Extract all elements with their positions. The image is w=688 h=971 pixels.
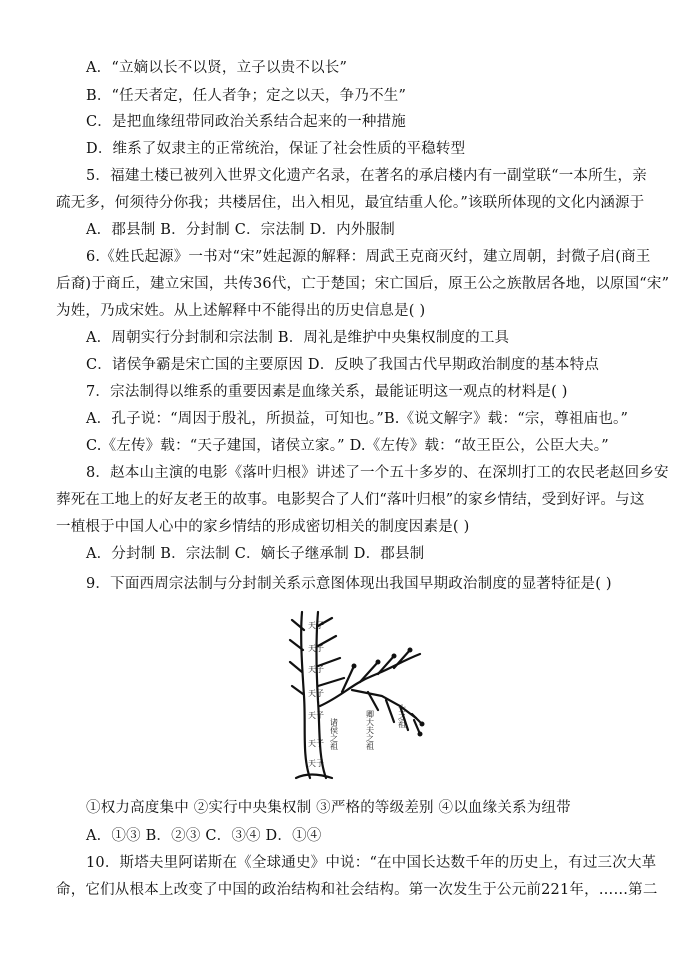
question-6-line1: 6.《姓氏起源》一书对“宋”姓起源的解释：周武王克商灭纣，建立周朝，封微子启(商王 [86,249,651,265]
branch-label-zhuhou: 诸侯之祖 [329,718,339,750]
question-10-line1: 10．斯塔夫里阿诺斯在《全球通史》中说：“在中国长达数千年的历史上，有过三次大革 [86,855,657,871]
question-9-options: A．①③ B．②③ C．③④ D．①④ [86,828,322,844]
question-5-line2: 疏无多，何须待分你我；共楼居住，出入相见，最宜结重人伦。”该联所体现的文化内涵源于 [56,195,645,211]
question-6-options-cd: C．诸侯争霸是宋亡国的主要原因 D．反映了我国古代早期政治制度的基本特点 [86,357,600,373]
question-9-statements: ①权力高度集中 ②实行中央集权制 ③严格的等级差别 ④以血缘关系为纽带 [86,800,571,816]
option-d-q4: D．维系了奴隶主的正常统治，保证了社会性质的平稳转型 [86,141,466,157]
branch-label-qingdafu: 卿大夫之祖 [365,710,375,750]
question-5-line1: 5．福建土楼已被列入世界文化遗产名录，在著名的承启楼内有一副堂联“一本所生，亲 [86,168,647,184]
option-c-q4: C．是把血缘纽带同政治关系结合起来的一种措施 [86,114,406,130]
question-8-line3: 一植根于中国人心中的家乡情结的形成密切相关的制度因素是( ) [56,519,470,535]
option-b-q4: B．“任天者定，任人者争；定之以天，争乃不生” [86,88,407,104]
trunk-label: 天子 [308,759,324,768]
question-6-line3: 为姓，乃成宋姓。从上述解释中不能得出的历史信息是( ) [56,303,426,319]
trunk-label: 天子 [308,689,324,698]
question-8-options: A．分封制 B．宗法制 C．嫡长子继承制 D．郡县制 [86,546,425,562]
trunk-label: 天子 [308,739,324,748]
trunk-label: 天子 [308,621,324,630]
trunk-label: 天子 [308,665,324,674]
branch-label-shi: 士之祖 [397,704,407,728]
question-8-line2: 葬死在工地上的好友老王的故事。电影契合了人们“落叶归根”的家乡情结，受到好评。与这 [56,492,645,508]
question-7-options-cd: C.《左传》载：“天子建国，诸侯立家。” D.《左传》载：“故王臣公，公臣大夫。” [86,438,609,454]
question-6-line2: 后裔)于商丘，建立宋国，共传36代，亡于楚国；宋亡国后，原王公之族散居各地，以原国“宋” [56,276,670,292]
question-7-options-ab: A．孔子说：“周因于殷礼，所损益，可知也。”B.《说文解字》载：“宗，尊祖庙也。” [86,411,629,427]
trunk-label: 天子 [308,711,324,720]
option-a-q4: A．“立嫡以长不以贤，立子以贵不以长” [86,60,348,76]
question-7: 7．宗法制得以维系的重要因素是血缘关系，最能证明这一观点的材料是( ) [86,384,568,400]
question-6-options-ab: A．周朝实行分封制和宗法制 B．周礼是维护中央集权制度的工具 [86,330,510,346]
clan-tree-diagram [282,606,432,784]
question-9: 9．下面西周宗法制与分封制关系示意图体现出我国早期政治制度的显著特征是( ) [86,576,612,592]
question-5-options: A．郡县制 B．分封制 C．宗法制 D．内外服制 [86,222,395,238]
question-10-line2: 命，它们从根本上改变了中国的政治结构和社会结构。第一次发生于公元前221年，……第二 [56,882,658,898]
question-8-line1: 8．赵本山主演的电影《落叶归根》讲述了一个五十多岁的、在深圳打工的农民老赵回乡安 [86,465,669,481]
trunk-label: 天子 [308,644,324,653]
